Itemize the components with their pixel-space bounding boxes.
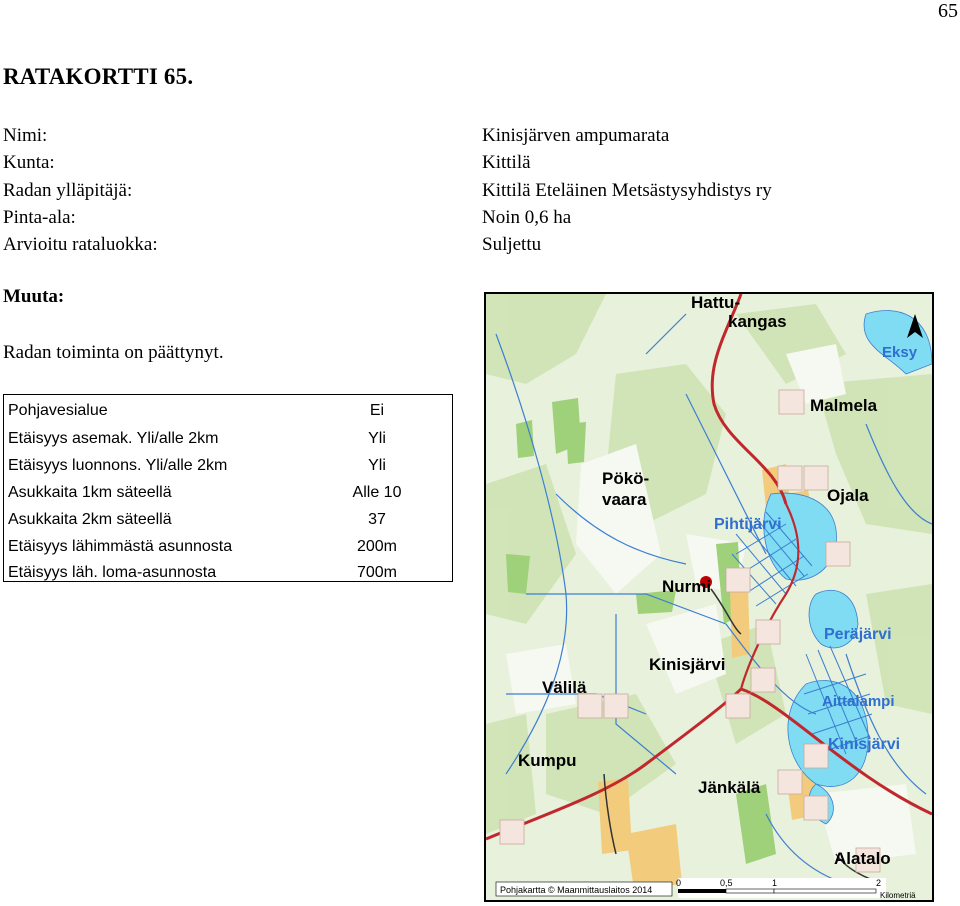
lake-label: Peräjärvi [824,626,892,643]
page-number: 65 [938,0,958,22]
fact-value: Ei [369,402,385,419]
scale-tick: 0 [676,878,682,888]
scale-tick: 1 [772,878,778,888]
place-label: Alatalo [834,849,891,868]
fact-row [8,452,386,479]
fact-row [8,425,386,452]
fact-row [8,397,385,424]
fact-value: Yli [368,457,386,474]
scale-bar [676,878,916,900]
place-label: Pökö- [602,469,650,488]
fact-label: Etäisyys läh. loma-asunnosta [8,564,217,581]
fact-value: 700m [356,564,398,581]
fact-value: Alle 10 [352,484,402,501]
place-label: Välilä [542,678,587,697]
scale-tick: 2 [876,878,882,888]
fact-row [8,559,398,586]
lake-label: Pihtijärvi [714,516,782,533]
place-label: Hattu- [691,294,741,312]
info-label: Arvioitu rataluokka: [3,234,158,256]
place-label: Jänkälä [698,778,761,797]
card-title: RATAKORTTI 65. [3,64,194,89]
info-value: Kittilä Eteläinen Metsästysyhdistys ry [482,179,772,201]
fact-label: Asukkaita 2km säteellä [8,511,172,528]
info-label: Pinta-ala: [3,206,76,228]
fact-value: 200m [356,538,398,555]
info-value: Noin 0,6 ha [482,206,572,228]
location-map [484,292,934,902]
fact-value: 37 [368,511,386,528]
place-label: Nurmi [662,577,712,596]
info-value: Kinisjärven ampumarata [482,125,670,146]
fact-label: Etäisyys luonnons. Yli/alle 2km [8,457,228,474]
status-note: Radan toiminta on päättynyt. [3,342,224,363]
place-label: Ojala [827,486,869,505]
muuta-heading: Muuta: [3,286,65,307]
map-copyright: Pohjakartta © Maanmittauslaitos 2014 [500,885,653,895]
fact-label: Asukkaita 1km säteellä [8,484,172,501]
place-label: Malmela [810,396,878,415]
lake-label: Aittalampi [822,693,895,710]
place-label: vaara [602,490,647,509]
lake-label: Eksy [882,344,918,361]
info-value: Kittilä [482,152,531,174]
fact-value: Yli [368,430,386,447]
scale-tick: 0,5 [720,878,733,888]
place-label: Kumpu [518,751,577,770]
info-value: Suljettu [482,234,542,256]
fact-label: Etäisyys lähimmästä asunnosta [8,538,233,555]
facts-table [3,394,453,582]
fact-label: Etäisyys asemak. Yli/alle 2km [8,430,219,447]
fact-row [8,479,402,506]
info-label: Radan ylläpitäjä: [3,179,133,201]
lake-label: Kinisjärvi [828,736,901,753]
info-label: Nimi: [3,125,48,146]
fact-label: Pohjavesialue [8,402,108,419]
place-label: Kinisjärvi [649,655,726,674]
fact-row [8,506,386,533]
info-label: Kunta: [3,152,55,174]
fact-row [8,533,398,560]
place-label: kangas [728,312,787,331]
scale-unit: Kilometriä [880,891,916,900]
